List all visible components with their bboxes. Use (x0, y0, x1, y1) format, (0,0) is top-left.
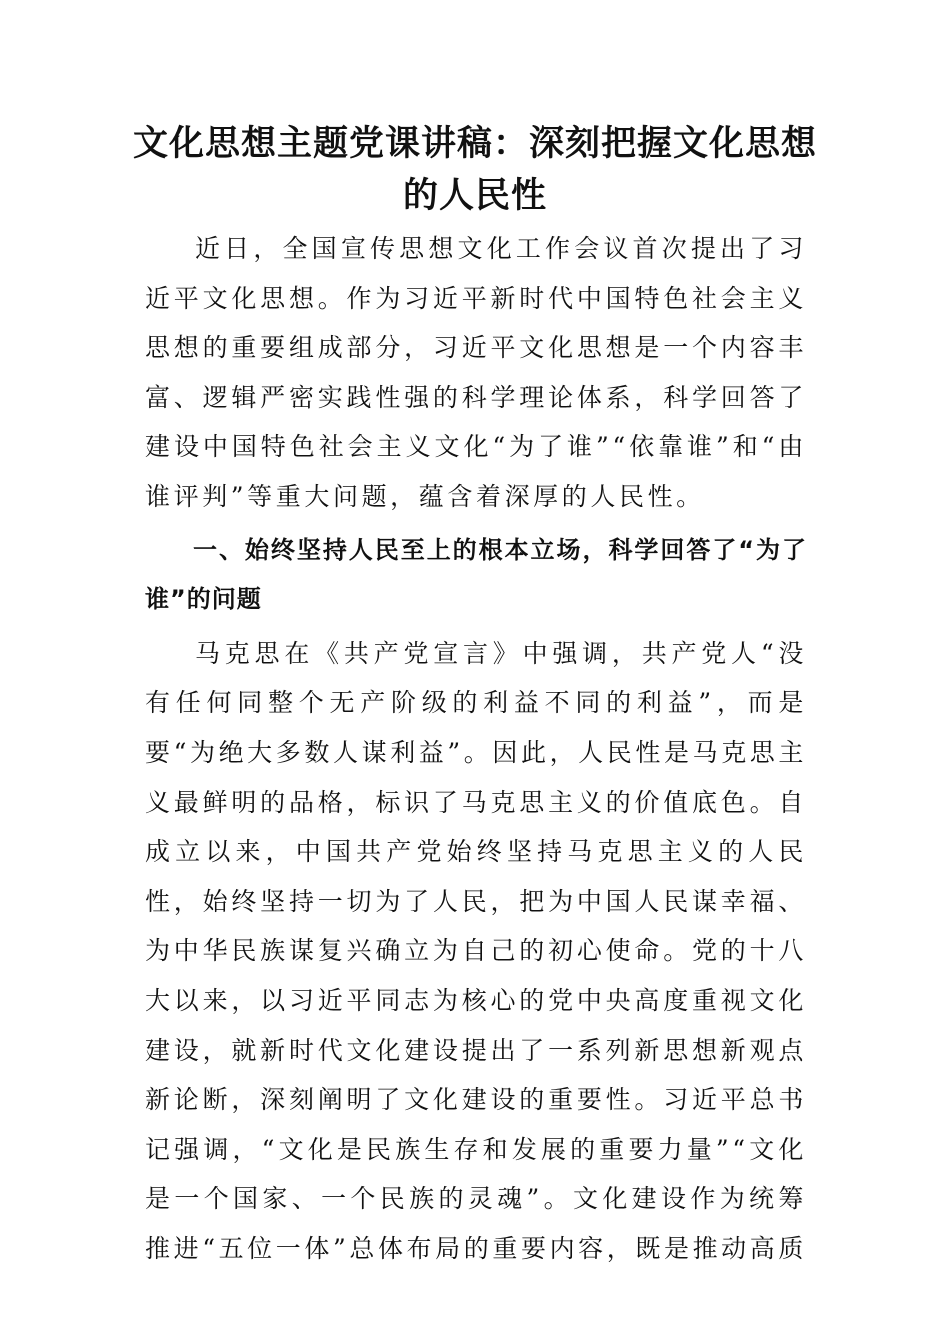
paragraph-section-1: 马克思在《共产党宣言》中强调，共产党人“没有任何同整个无产阶级的利益不同的利益”，而是要“为绝大多数人谋利益”。因此，人民性是马克思主义最鲜明的品格，标识了马克思主义的价值底色。自成立以来，中国共产党始终坚持马克思主义的人民性，始终坚持一切为了人民，把为中国人民谋幸福、为中华民族谋复兴确立为自己的初心使命。党的十八大以来，以习近平同志为核心的党中央高度重视文化建设，就新时代文化建设提出了一系列新思想新观点新论断，深刻阐明了文化建设的重要性。习近平总书记强调，“文化是民族生存和发展的重要力量”“文化是一个国家、一个民族的灵魂”。文化建设作为统筹推进“五位一体”总体布局的重要内容，既是推动高质 (145, 638, 807, 1263)
document-title: 文化思想主题党课讲稿：深刻把握文化思想的人民性 (132, 123, 817, 216)
document-body (145, 224, 807, 1273)
paragraph-intro: 近日，全国宣传思想文化工作会议首次提出了习近平文化思想。作为习近平新时代中国特色社会主义思想的重要组成部分，习近平文化思想是一个内容丰富、逻辑严密实践性强的科学理论体系，科学回答了建设中国特色社会主义文化“为了谁”“依靠谁”和“由谁评判”等重大问题，蕴含着深厚的人民性。 (145, 234, 807, 511)
section-heading-1: 一、始终坚持人民至上的根本立场，科学回答了“为了谁”的问题 (145, 535, 807, 614)
